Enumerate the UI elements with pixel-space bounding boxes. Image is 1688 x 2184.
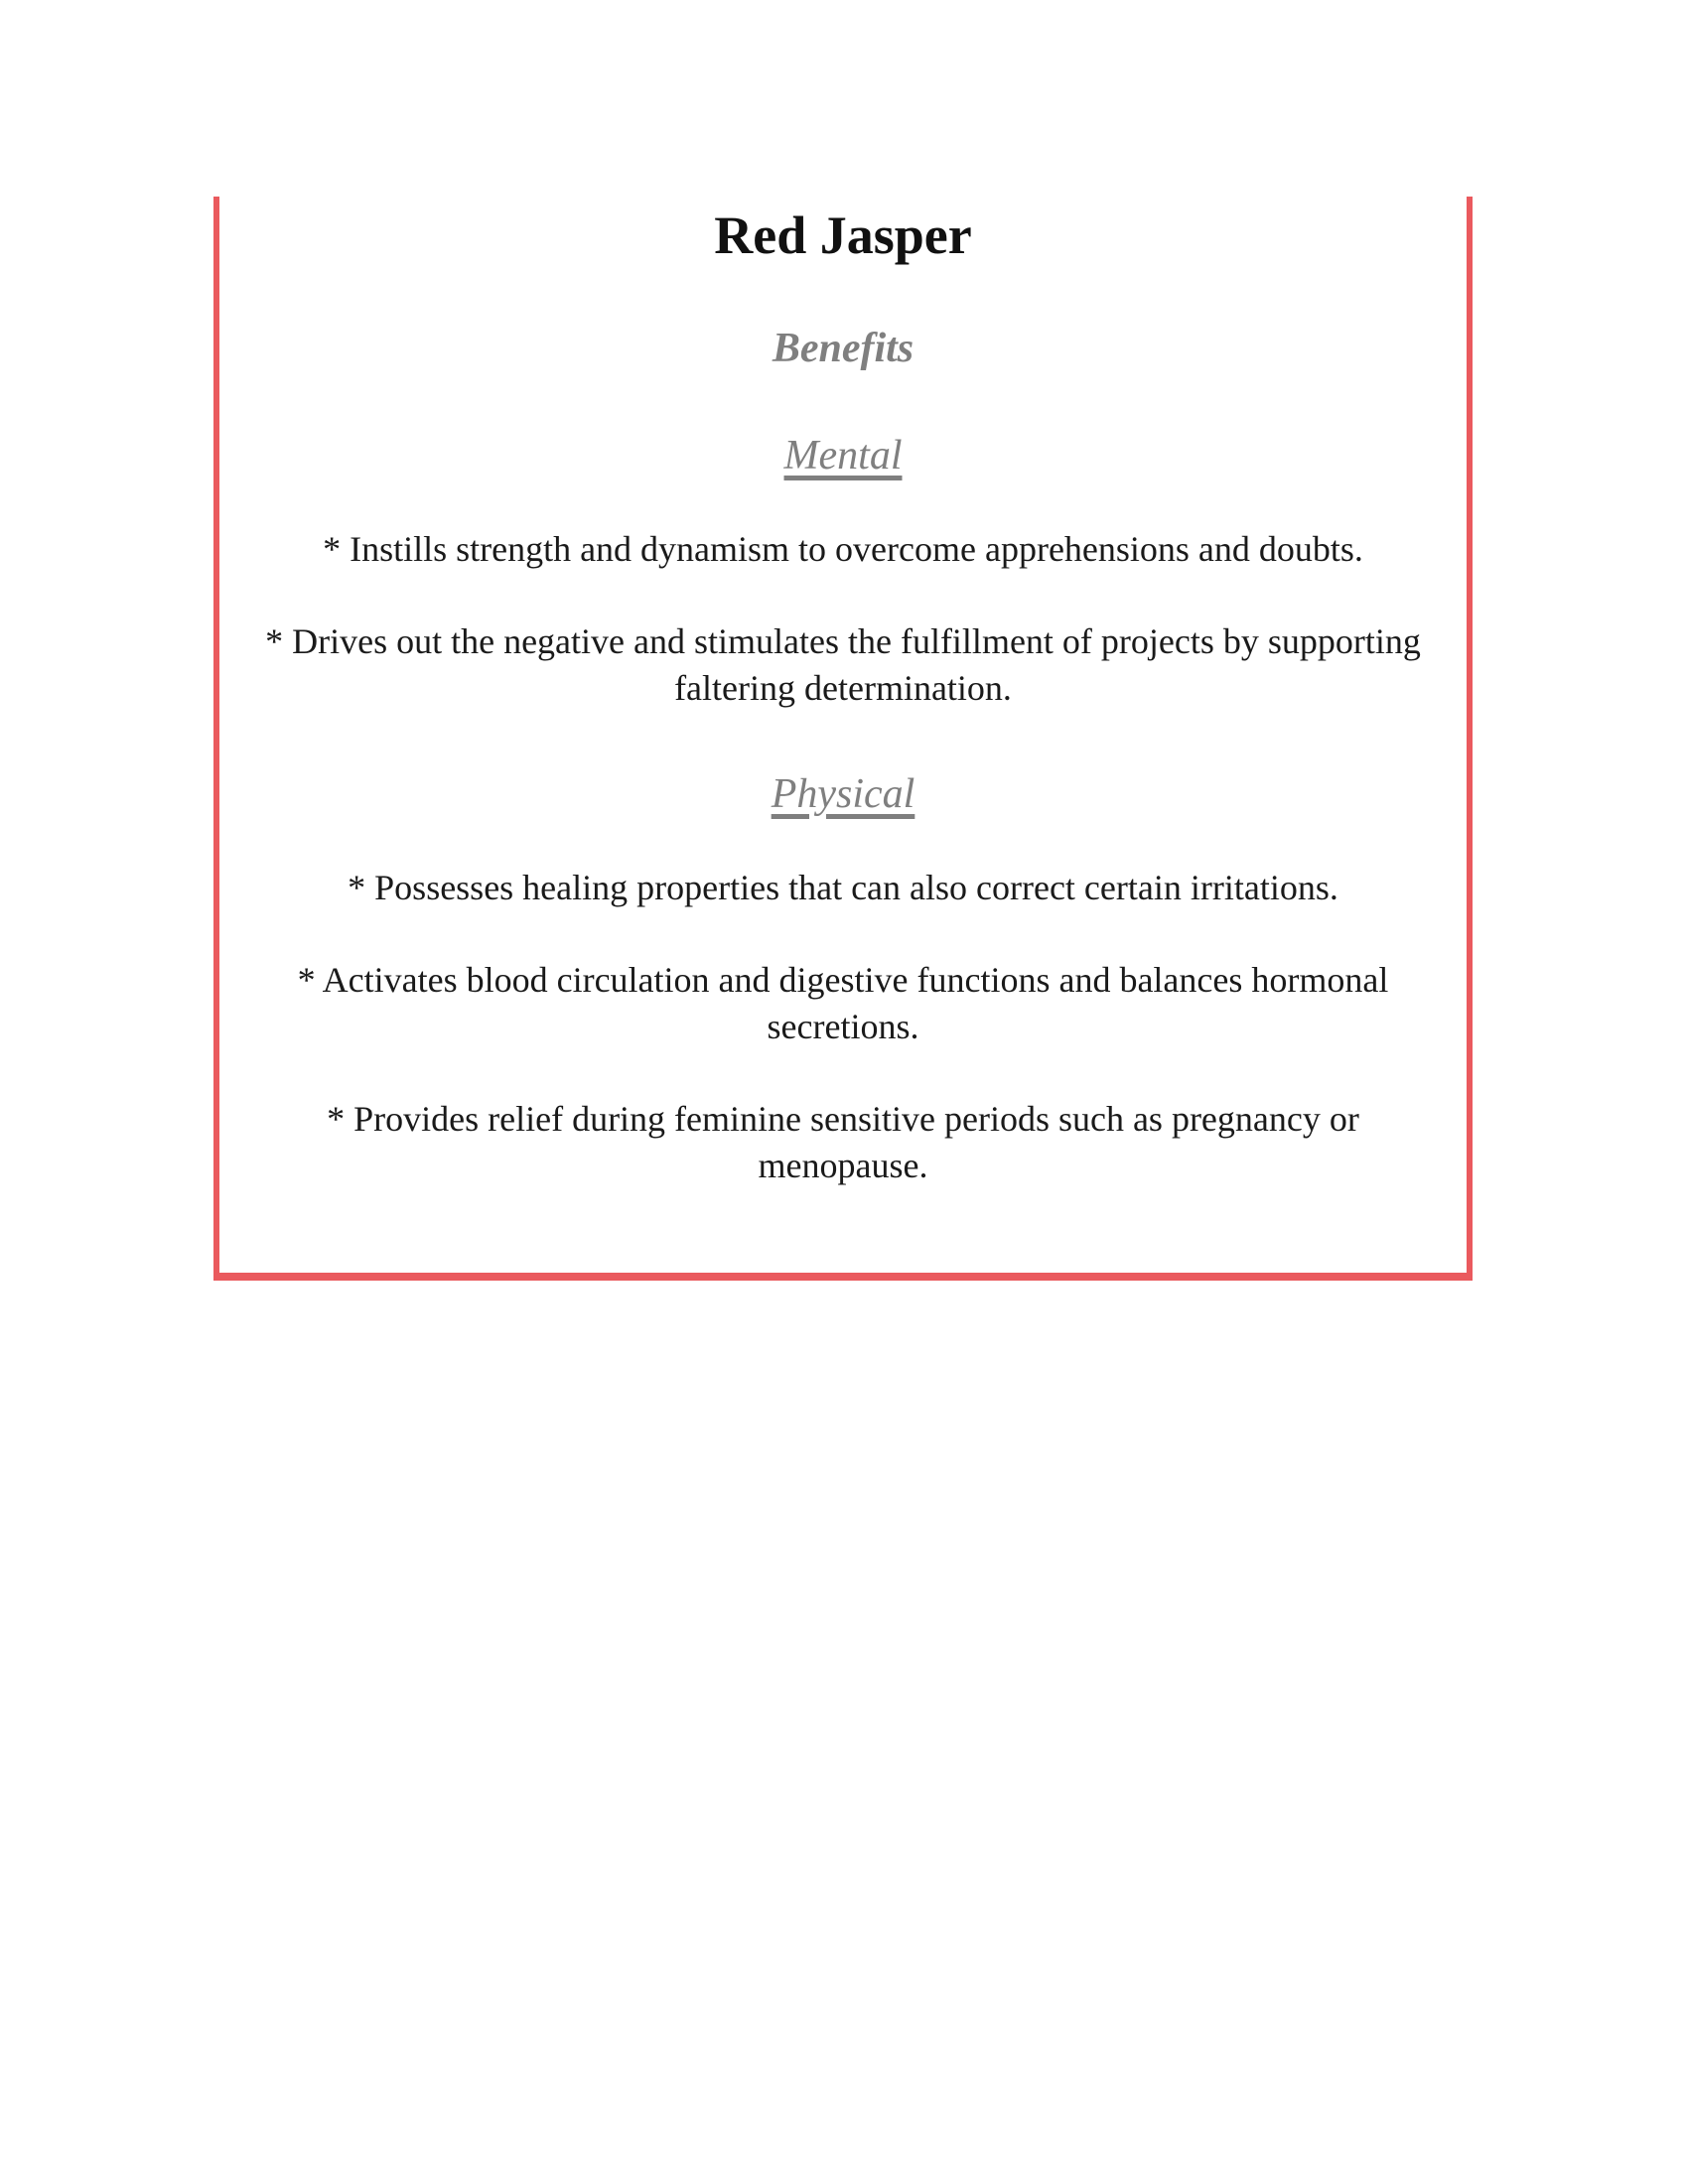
benefit-item-physical-2: * Activates blood circulation and digestive functions and balances hormonal secretions. <box>297 960 1389 1046</box>
section-heading-mental: Mental <box>783 433 903 478</box>
benefit-item-mental-1: * Instills strength and dynamism to overcome apprehensions and doubts. <box>323 529 1363 569</box>
benefit-item-physical-1: * Possesses healing properties that can also correct certain irritations. <box>348 868 1338 907</box>
red-jasper-card <box>213 197 1473 1281</box>
section-heading-physical: Physical <box>771 771 915 817</box>
benefit-item-physical-3: * Provides relief during feminine sensitive periods such as pregnancy or menopause. <box>327 1099 1359 1185</box>
page-title: Red Jasper <box>714 205 972 265</box>
benefit-item-mental-2: * Drives out the negative and stimulates the fulfillment of projects by supporting faltering determination. <box>265 621 1421 708</box>
benefits-heading: Benefits <box>772 326 914 371</box>
